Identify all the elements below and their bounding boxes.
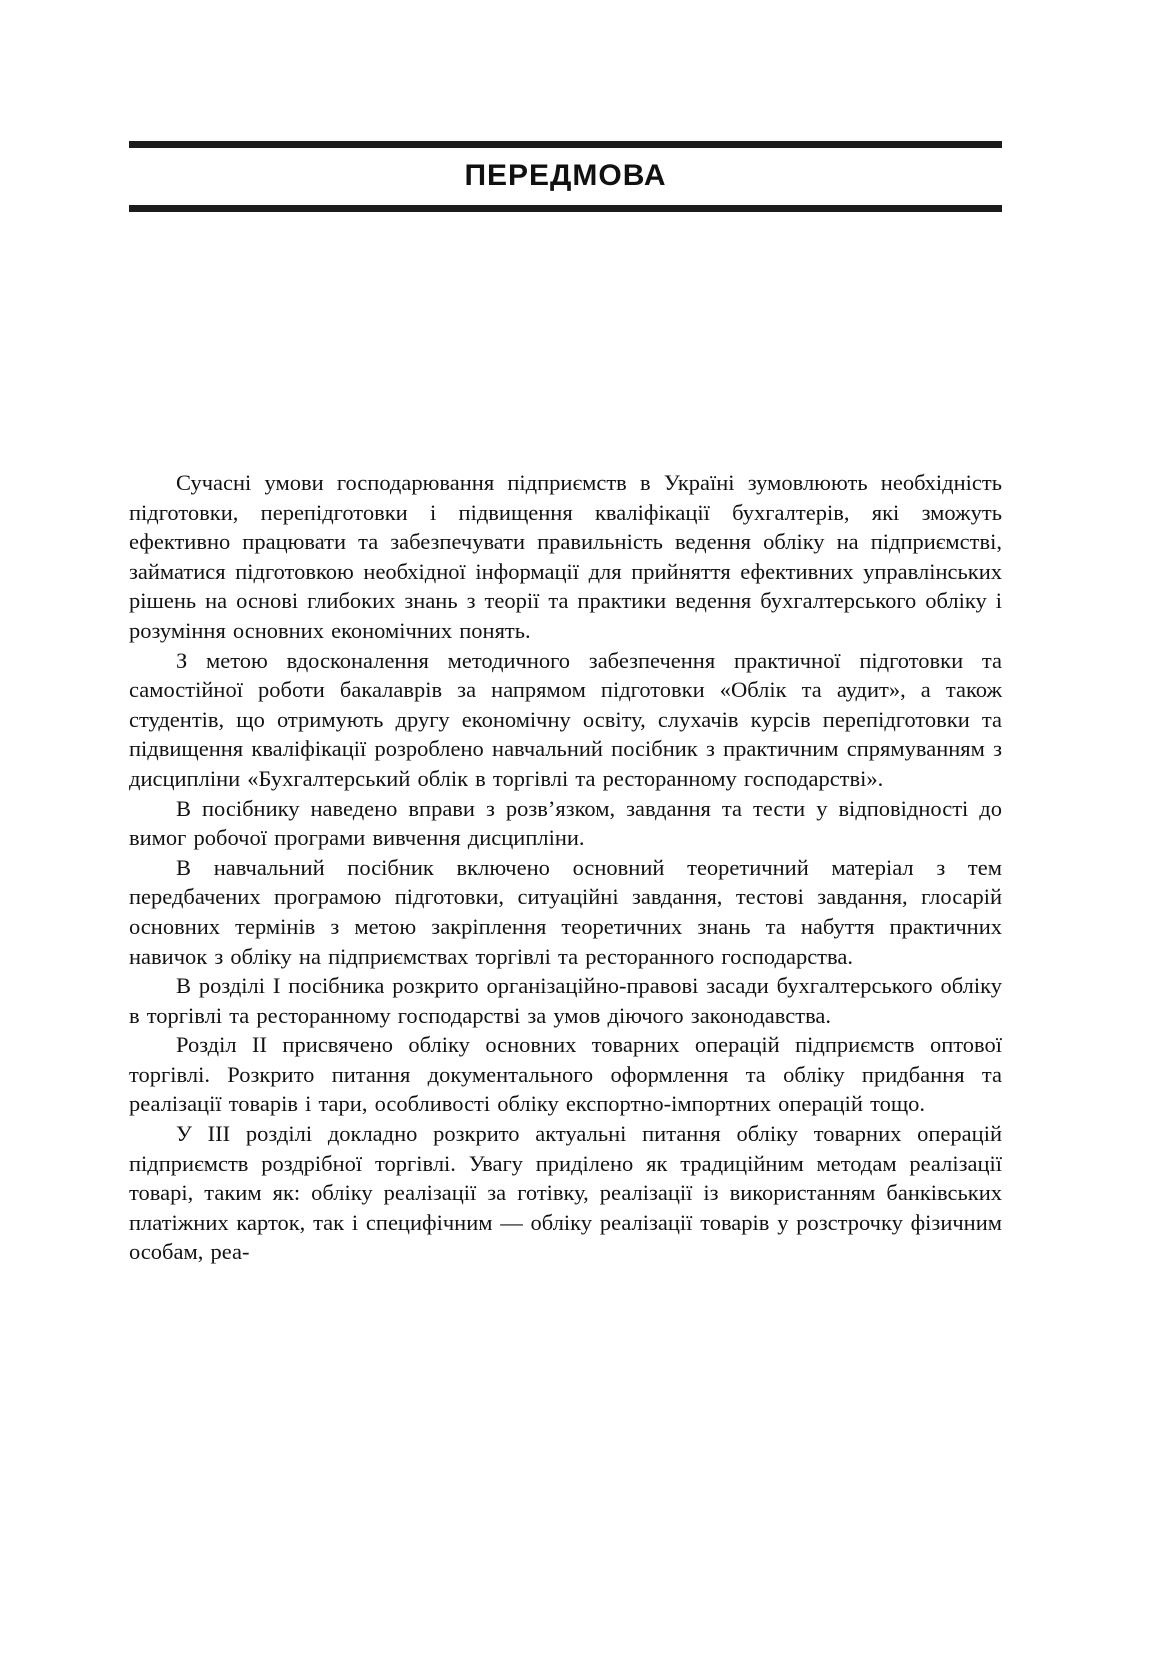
title-rule-bottom	[129, 205, 1002, 212]
page-title: ПЕРЕДМОВА	[464, 159, 667, 192]
paragraph: В розділі I посібника розкрито організаційно-правові засади бухгалтерського обліку в торгівлі та ресторанному господарстві за умов діючого законодавства.	[129, 973, 1002, 1028]
paragraph: З метою вдосконалення методичного забезпечення практичної підготовки та самостійної роботи бакалаврів за напрямом підготовки «Облік та аудит», а також студентів, що отримують другу економічну освіту, слухачів курсів перепідготовки та підвищення кваліфікації розроблено навчальний посібник з практичним спрямуванням з дисципліни «Бухгалтерський облік в торгівлі та ресторанному господарстві».	[129, 647, 1002, 791]
paragraph: Сучасні умови господарювання підприємств в Україні зумовлюють необхідність підготовки, перепідготовки і підвищення кваліфікації бухгалтерів, які зможуть ефективно працювати та забезпечувати правильність ведення обліку на підприємстві, займатися підготовкою необхідної інформації для прийняття ефективних управлінських рішень на основі глибоких знань з теорії та практики ведення бухгалтерського обліку і розуміння основних економічних понять.	[129, 470, 1002, 643]
title-rule-top	[129, 141, 1002, 148]
paragraph: В навчальний посібник включено основний теоретичний матеріал з тем передбачених програмою підготовки, ситуаційні завдання, тестові завдання, глосарій основних термінів з метою закріплення теоретичних знань та набуття практичних навичок з обліку на підприємствах торгівлі та ресторанного господарства.	[129, 854, 1002, 969]
paragraph: Розділ II присвячено обліку основних товарних операцій підприємств оптової торгівлі. Розкрито питання документального оформлення та обліку придбання та реалізації товарів і тари, особливості обліку експортно-імпортних операцій тощо.	[129, 1032, 1002, 1117]
paragraph: У III розділі докладно розкрито актуальні питання обліку товарних операцій підприємств роздрібної торгівлі. Увагу приділено як традиційним методам реалізації товарі, таким як: обліку реалізації за готівку, реалізації із використанням банківських платіжних карток, так і специфічним — обліку реалізації товарів у розстрочку фізичним особам, реа-	[129, 1121, 1002, 1265]
chapter-title-block	[129, 141, 1002, 212]
paragraph: В посібнику наведено вправи з розв’язком, завдання та тести у відповідності до вимог робочої програми вивчення дисципліни.	[129, 795, 1002, 851]
page-content	[129, 0, 1002, 1267]
body-text	[129, 468, 1002, 1267]
